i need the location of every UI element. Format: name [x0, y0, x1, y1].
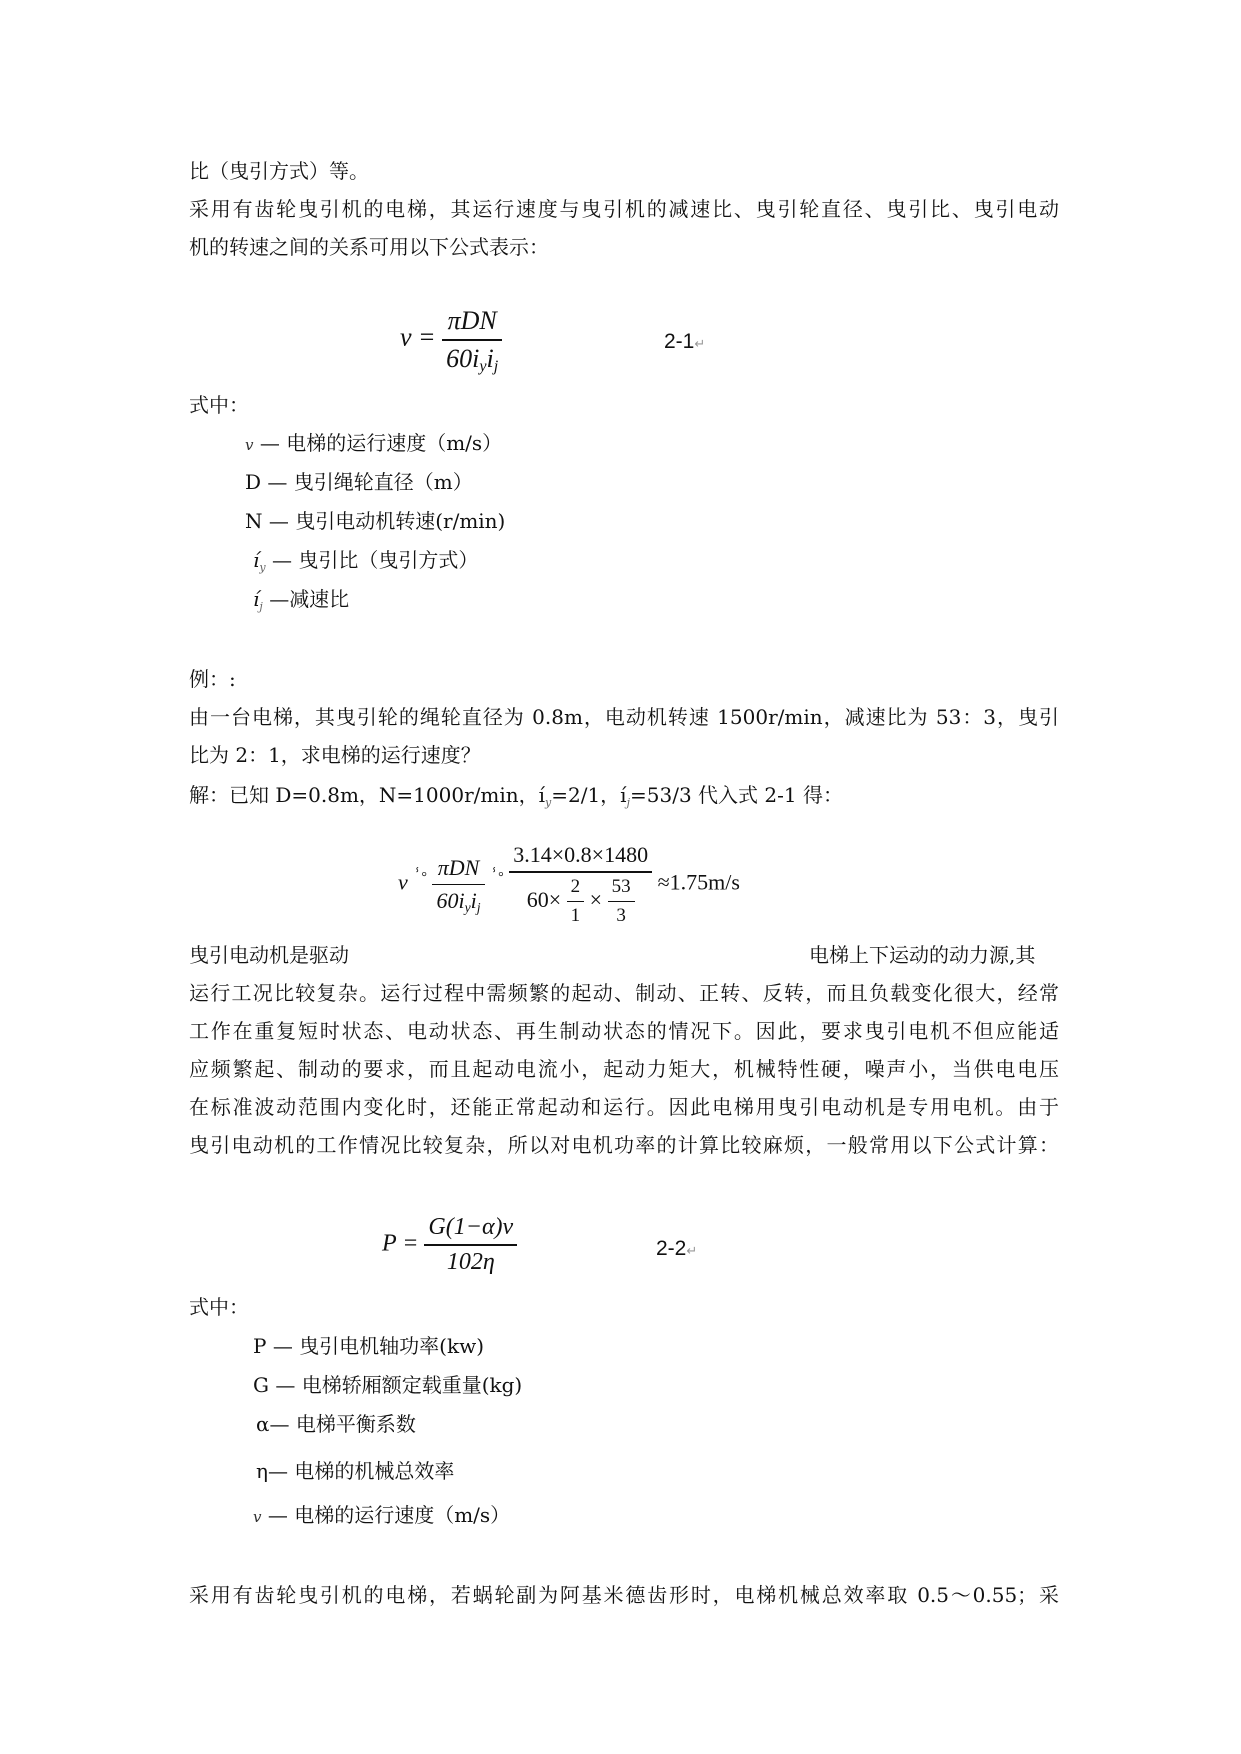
where-label: 式中：	[189, 393, 249, 417]
example-line-1: 由一台电梯，其曳引轮的绳轮直径为 0.8m，电动机转速 1500r/min，减速比为 53：3，曳引	[189, 705, 1059, 729]
intro-line-2: 机的转速之间的关系可用以下公式表示：	[189, 235, 549, 259]
paragraph-bottom: 采用有齿轮曳引机的电梯，若蜗轮副为阿基米德齿形时，电梯机械总效率取 0.5～0.55；采	[189, 1583, 1059, 1607]
definition-n: N — 曳引电动机转速(r/min)	[245, 509, 506, 533]
formula-fraction-numeric: 3.14×0.8×1480 60× $\frac{2}{1}$ × $\frac{53}{3}$	[509, 842, 652, 927]
motor-line: 应频繁起、制动的要求，而且起动电流小，起动力矩大，机械特性硬，噪声小，当供电电压	[189, 1057, 1059, 1081]
definition-d: D — 曳引绳轮直径（m）	[245, 470, 473, 494]
formula-denominator: 102η	[446, 1248, 495, 1275]
definition-iy: $í_y$ — 曳引比（曳引方式）	[253, 548, 479, 574]
formula-fraction	[424, 1214, 517, 1276]
equation-number: 2-2↵	[656, 1237, 698, 1260]
example-line-2: 比为 2：1，求电梯的运行速度？	[189, 743, 481, 767]
motor-line-left: 曳引电动机是驱动	[189, 943, 349, 967]
formula-fraction	[442, 306, 502, 374]
definition-g: G — 电梯轿厢额定载重量(kg)	[253, 1373, 523, 1397]
where-label: 式中：	[189, 1295, 249, 1319]
definition-v: v — 电梯的运行速度（m/s）	[253, 1503, 511, 1527]
formula-lhs: v	[398, 869, 408, 895]
intro-line-1: 采用有齿轮曳引机的电梯，其运行速度与曳引机的减速比、曳引轮直径、曳引比、曳引电动	[189, 197, 1059, 221]
definition-eta: η— 电梯的机械总效率	[256, 1459, 455, 1483]
definition-ij: $í_j$ —减速比	[253, 587, 350, 613]
formula-equals-glyph: ⸯ°	[490, 870, 504, 886]
formula-lhs: P =	[382, 1230, 419, 1257]
formula-2-1	[400, 306, 502, 374]
formula-fraction-symbolic: $\frac{\text{πDN}}{\text{60iyij}}$	[432, 855, 484, 915]
formula-numerator: πDN	[447, 306, 497, 335]
formula-numerator: G(1−α)v	[428, 1214, 514, 1240]
solution-line: 解：已知 D=0.8m，N=1000r/min，$í_y=2/1$，$í_j=53/3$ 代入式 2-1 得：	[189, 783, 843, 809]
formula-lhs: v =	[400, 322, 436, 352]
formula-equals-glyph: ⸯ°	[413, 870, 427, 886]
motor-line: 在标准波动范围内变化时，还能正常起动和运行。因此电梯用曳引电动机是专用电机。由于	[189, 1095, 1059, 1119]
motor-line-right: 电梯上下运动的动力源,其	[809, 943, 1036, 967]
formula-denominator: 60iyij	[446, 343, 499, 376]
definition-alpha: α— 电梯平衡系数	[256, 1412, 416, 1436]
formula-2-2	[382, 1214, 517, 1276]
formula-example	[398, 842, 740, 927]
example-label: 例：:	[189, 667, 236, 691]
formula-result: ≈1.75m/s	[657, 869, 740, 895]
motor-line: 运行工况比较复杂。运行过程中需频繁的起动、制动、正转、反转，而且负载变化很大，经常	[189, 981, 1059, 1005]
definition-v: v — 电梯的运行速度（m/s）	[245, 431, 503, 455]
motor-line: 曳引电动机的工作情况比较复杂，所以对电机功率的计算比较麻烦，一般常用以下公式计算：	[189, 1133, 1059, 1157]
equation-number: 2-1↵	[664, 330, 706, 353]
definition-p: P — 曳引电机轴功率(kw)	[253, 1334, 485, 1358]
paragraph-continuation: 比（曳引方式）等。	[189, 159, 369, 183]
motor-line: 工作在重复短时状态、电动状态、再生制动状态的情况下。因此，要求曳引电机不但应能适	[189, 1019, 1059, 1043]
